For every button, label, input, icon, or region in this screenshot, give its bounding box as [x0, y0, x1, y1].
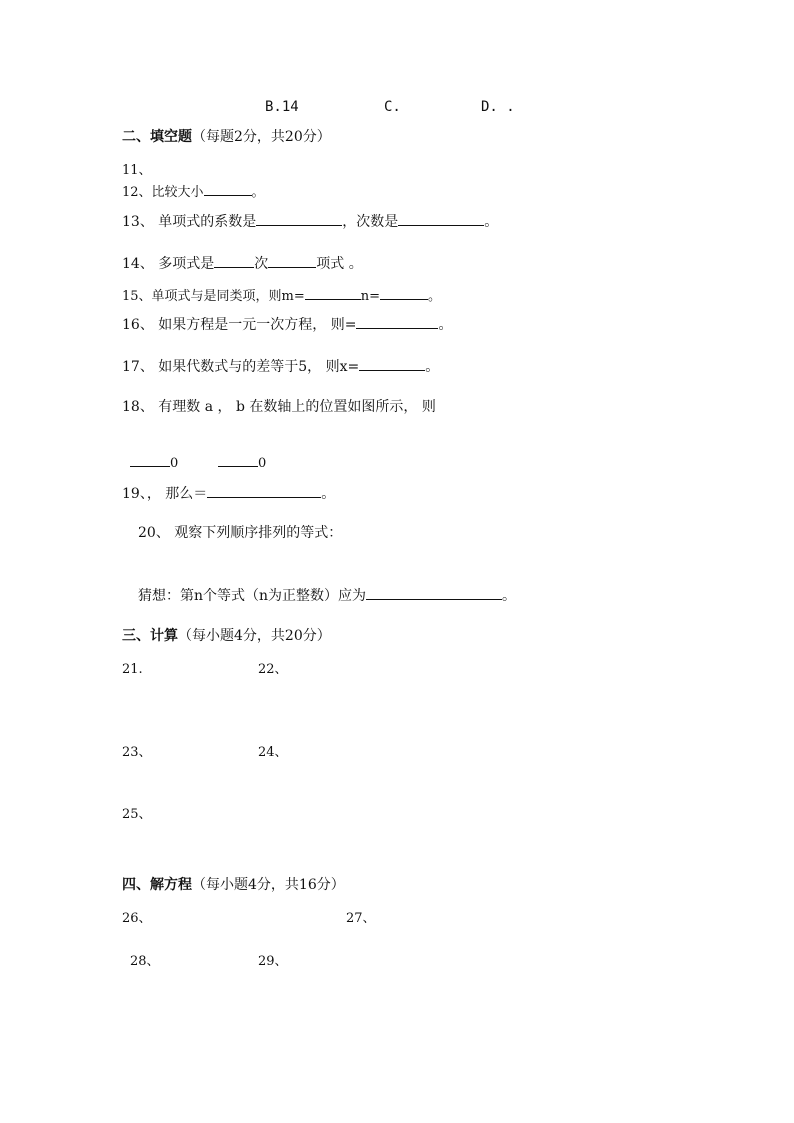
- answer-blank[interactable]: [366, 586, 502, 600]
- guess-end: 。: [502, 588, 517, 604]
- question-15: [122, 286, 441, 306]
- question-29: 29、: [258, 954, 288, 969]
- question-17: [122, 357, 439, 376]
- option-b: B.14: [265, 99, 299, 115]
- zero-value: 0: [170, 456, 179, 471]
- question-21: 21.: [122, 662, 143, 677]
- question-27: 27、: [346, 911, 376, 926]
- section-4-title: 四、解方程: [122, 877, 192, 893]
- answer-blank[interactable]: [218, 453, 258, 467]
- question-25: 25、: [122, 807, 152, 822]
- guess-label: 猜想：第n个等式（n为正整数）应为: [138, 588, 367, 604]
- question-20: 20、 观察下列顺序排列的等式：: [138, 525, 343, 541]
- answer-blank[interactable]: [380, 286, 428, 300]
- question-24: 24、: [258, 745, 288, 760]
- option-d: D. .: [481, 99, 515, 115]
- section-2-title: 二、填空题: [122, 129, 192, 145]
- question-17-end: 。: [425, 359, 440, 375]
- question-15-end: 。: [428, 289, 442, 304]
- question-18-compare-2: [218, 453, 266, 473]
- question-14: [122, 254, 363, 273]
- section-4-heading: [122, 876, 345, 894]
- question-12: [122, 182, 265, 202]
- question-13: [122, 212, 498, 231]
- question-15-label: 15、单项式与是同类项，则m=: [122, 289, 305, 304]
- section-3-note: （每小题4分，共20分）: [178, 628, 331, 644]
- answer-blank[interactable]: [130, 453, 170, 467]
- question-17-label: 17、 如果代数式与的差等于5， 则x=: [122, 359, 360, 375]
- question-12-label: 12、比较大小: [122, 185, 204, 200]
- question-14-end: 项式 。: [316, 256, 363, 272]
- answer-blank[interactable]: [268, 254, 316, 268]
- question-13-mid: ，次数是: [342, 214, 399, 230]
- zero-value: 0: [258, 456, 267, 471]
- section-4-note: （每小题4分，共16分）: [192, 877, 345, 893]
- section-2-heading: [122, 128, 331, 146]
- question-19-label: 19、， 那么＝: [122, 486, 208, 502]
- answer-blank[interactable]: [398, 212, 484, 226]
- section-3-title: 三、计算: [122, 628, 178, 644]
- question-14-label: 14、 多项式是: [122, 256, 215, 272]
- question-15-mid: n=: [360, 289, 381, 304]
- question-19-end: 。: [321, 486, 336, 502]
- answer-blank[interactable]: [207, 484, 321, 498]
- question-22: 22、: [258, 662, 288, 677]
- question-28: 28、: [130, 954, 160, 969]
- question-16-end: 。: [438, 317, 453, 333]
- answer-blank[interactable]: [359, 357, 425, 371]
- question-23: 23、: [122, 745, 152, 760]
- answer-blank[interactable]: [256, 212, 342, 226]
- answer-blank[interactable]: [356, 315, 438, 329]
- section-3-heading: [122, 627, 331, 645]
- question-26: 26、: [122, 911, 152, 926]
- answer-blank[interactable]: [305, 286, 361, 300]
- answer-blank[interactable]: [214, 254, 254, 268]
- question-18: 18、 有理数 a ， b 在数轴上的位置如图所示， 则: [122, 399, 436, 415]
- section-2-note: （每题2分，共20分）: [192, 129, 331, 145]
- question-18-compare-1: [130, 453, 178, 473]
- question-13-end: 。: [484, 214, 499, 230]
- guess-line: [138, 586, 516, 605]
- question-16: [122, 315, 452, 334]
- question-13-label: 13、 单项式的系数是: [122, 214, 257, 230]
- option-c: C.: [384, 99, 401, 115]
- question-12-end: 。: [251, 185, 265, 200]
- question-16-label: 16、 如果方程是一元一次方程， 则=: [122, 317, 357, 333]
- answer-blank[interactable]: [204, 182, 252, 196]
- question-19: [122, 484, 335, 503]
- question-11: 11、: [122, 163, 152, 178]
- question-14-mid: 次: [254, 256, 269, 272]
